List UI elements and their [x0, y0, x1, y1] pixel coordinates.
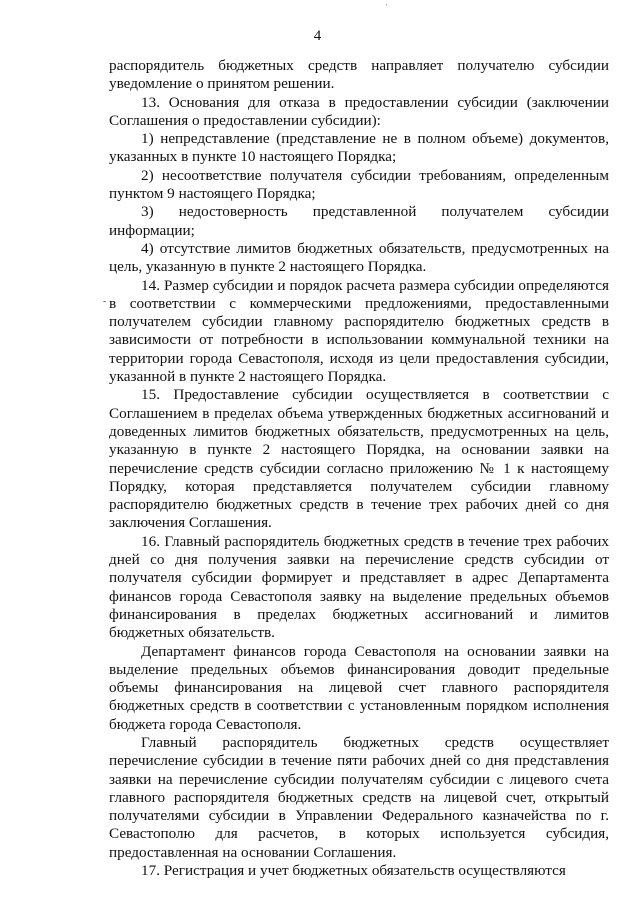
paragraph-16-transfer: Главный распорядитель бюджетных средств осуществляет перечисление субсидии в течение пяти рабочих дней со дня представления заявки на перечисление субсидии получателям субсидии с лицевого счета главного распорядителя бюджетных средств на лицевой счет, открытый получателями субсидии в Управлении Федерального казначейства по г. Севастополю для расчетов, в которых используется субсидия, предоставленная на основании Соглашения.	[109, 733, 609, 861]
paragraph-17: 17. Регистрация и учет бюджетных обязательств осуществляются	[141, 862, 566, 880]
paragraph-13-item-2: 2) несоответствие получателя субсидии требованиям, определенным пунктом 9 настоящего Порядка;	[109, 166, 609, 203]
paragraph-16: 16. Главный распорядитель бюджетных средств в течение трех рабочих дней со дня получения заявки на перечисление средств субсидии от получателя субсидии формирует и представляет в адрес Департамента финансов города Севастополя заявку на выделение предельных объемов финансирования в пределах бюджетных ассигнований и лимитов бюджетных обязательств.	[109, 532, 609, 642]
paragraph-15: 15. Предоставление субсидии осуществляется в соответствии с Соглашением в пределах объема утвержденных бюджетных ассигнований и доведенных лимитов бюджетных обязательств, предусмотренных на цель, указанную в пункте 2 настоящего Порядка, на основании заявки на перечисление средств субсидии согласно приложению № 1 к настоящему Порядку, которая представляется получателем субсидии главному распорядителю бюджетных средств в течение трех рабочих дней со дня заключения Соглашения.	[109, 386, 609, 532]
page-number: 4	[313, 28, 322, 44]
paragraph-16-finance-department: Департамент финансов города Севастополя на основании заявки на выделение предельных объемов финансирования доводит предельные объемы финансирования на лицевой счет главного распорядителя бюджетных средств в соответствии с установленным порядком исполнения бюджета города Севастополя.	[109, 642, 609, 733]
paragraph-14: 14. Размер субсидии и порядок расчета размера субсидии определяются в соответствии с коммерческими предложениями, предоставленными получателем субсидии главному распорядителю бюджетных средств в зависимости от потребности в использовании коммунальной техники на территории города Севастополя, исходя из цели предоставления субсидии, указанной в пункте 2 настоящего Порядка.	[109, 276, 609, 386]
paragraph-13-heading: 13. Основания для отказа в предоставлении субсидии (заключении Соглашения о предоставлении субсидии):	[109, 93, 609, 129]
paragraph-continuation: распорядитель бюджетных средств направляет получателю субсидии уведомление о принятом решении.	[109, 57, 609, 93]
paragraph-13-item-4: 4) отсутствие лимитов бюджетных обязательств, предусмотренных на цель, указанную в пункте 2 настоящего Порядка.	[109, 239, 609, 276]
document-body	[109, 57, 609, 880]
paragraph-13-item-3: 3) недостоверность представленной получателем субсидии информации;	[109, 203, 609, 239]
scan-dot: ˈ	[385, 3, 389, 14]
scan-dash: -	[103, 296, 107, 307]
paragraph-13-item-1: 1) непредставление (представление не в полном объеме) документов, указанных в пункте 10 настоящего Порядка;	[109, 130, 609, 166]
